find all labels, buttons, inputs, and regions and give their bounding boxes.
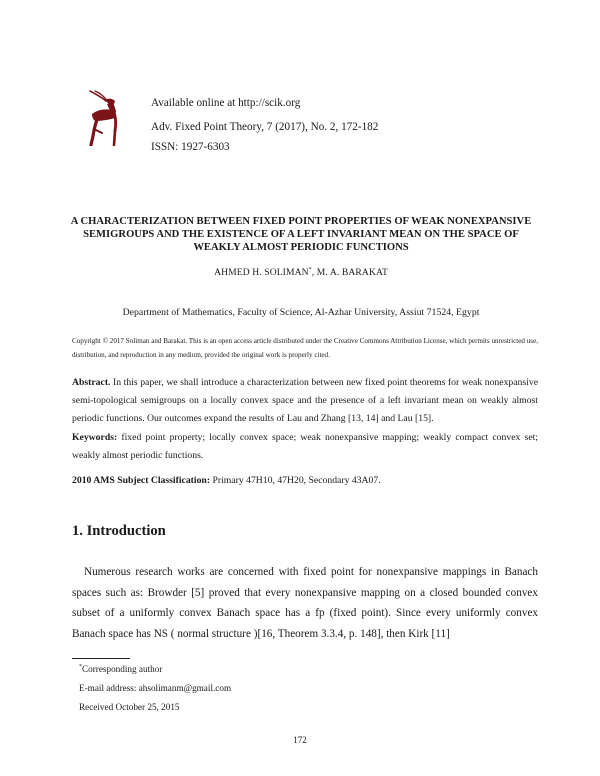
author-2: , M. A. BARAKAT (311, 267, 388, 279)
abstract-label: Abstract. (72, 377, 111, 388)
issn: ISSN: 1927-6303 (151, 141, 230, 153)
abstract-text: In this paper, we shall introduce a characterization between new fixed point theorems for weak nonexpansive semi-topological semigroups on a locally convex space and the presence of a left invariant mean on weakly almost periodic functions. Our outcomes expand the results of Lau and Zhang [13, 14] and Lau [15]. (72, 377, 539, 424)
journal-citation: Adv. Fixed Point Theory, 7 (2017), No. 2, 172-182 (151, 121, 379, 133)
availability-line: Available online at http://scik.org (151, 97, 301, 109)
footnote-received: Received October 25, 2015 (79, 702, 180, 712)
section-heading: 1. Introduction (72, 523, 166, 539)
footnote-email: E-mail address: ahsolimanm@gmail.com (79, 683, 232, 693)
keywords (72, 429, 538, 465)
paper-title: A CHARACTERIZATION BETWEEN FIXED POINT PROPERTIES OF WEAK NONEXPANSIVE SEMIGROUPS AND THE EXISTENCE OF A LEFT INVARIANT MEAN ON THE SPACE OF WEAKLY ALMOST PERIODIC FUNCTIONS (70, 216, 532, 253)
footnote-mark: * (79, 664, 82, 670)
ams-classification (72, 472, 538, 490)
footnote-corresponding-text: Corresponding author (82, 664, 163, 675)
ams-label: 2010 AMS Subject Classification: (72, 475, 211, 486)
journal-logo-icon (84, 90, 120, 146)
keywords-text: fixed point property; locally convex space; weak nonexpansive mapping; weakly compact convex set; weakly almost periodic functions. (72, 432, 538, 461)
keywords-label: Keywords: (72, 432, 118, 443)
copyright-notice: Copyright © 2017 Soliman and Barakat. This is an open access article distributed under the Creative Commons Attribution License, which permits unrestricted use, distribution, and reproduction in any medium, provided the original work is properly cited. (72, 337, 538, 359)
author-1: AHMED H. SOLIMAN (214, 267, 309, 279)
introduction-text: Numerous research works are concerned with fixed point for nonexpansive mappings in Banach spaces such as: Browder [5] proved that every nonexpansive mapping on a closed bounded convex subset of a uniformly convex Banach space has a fp (fixed point). Since every uniformly convex Banach space has NS ( normal structure )[16, Theorem 3.3.4, p. 148], then Kirk [11] (72, 566, 538, 640)
authors (60, 267, 542, 278)
ams-text: Primary 47H10, 47H20, Secondary 43A07. (212, 475, 381, 486)
abstract (72, 374, 538, 428)
page-number: 172 (293, 735, 307, 745)
affiliation: Department of Mathematics, Faculty of Science, Al-Azhar University, Assiut 71524, Egypt (122, 307, 480, 318)
footnote-corresponding (79, 664, 162, 674)
footnote-divider (72, 658, 130, 659)
corresponding-mark: * (308, 267, 312, 273)
